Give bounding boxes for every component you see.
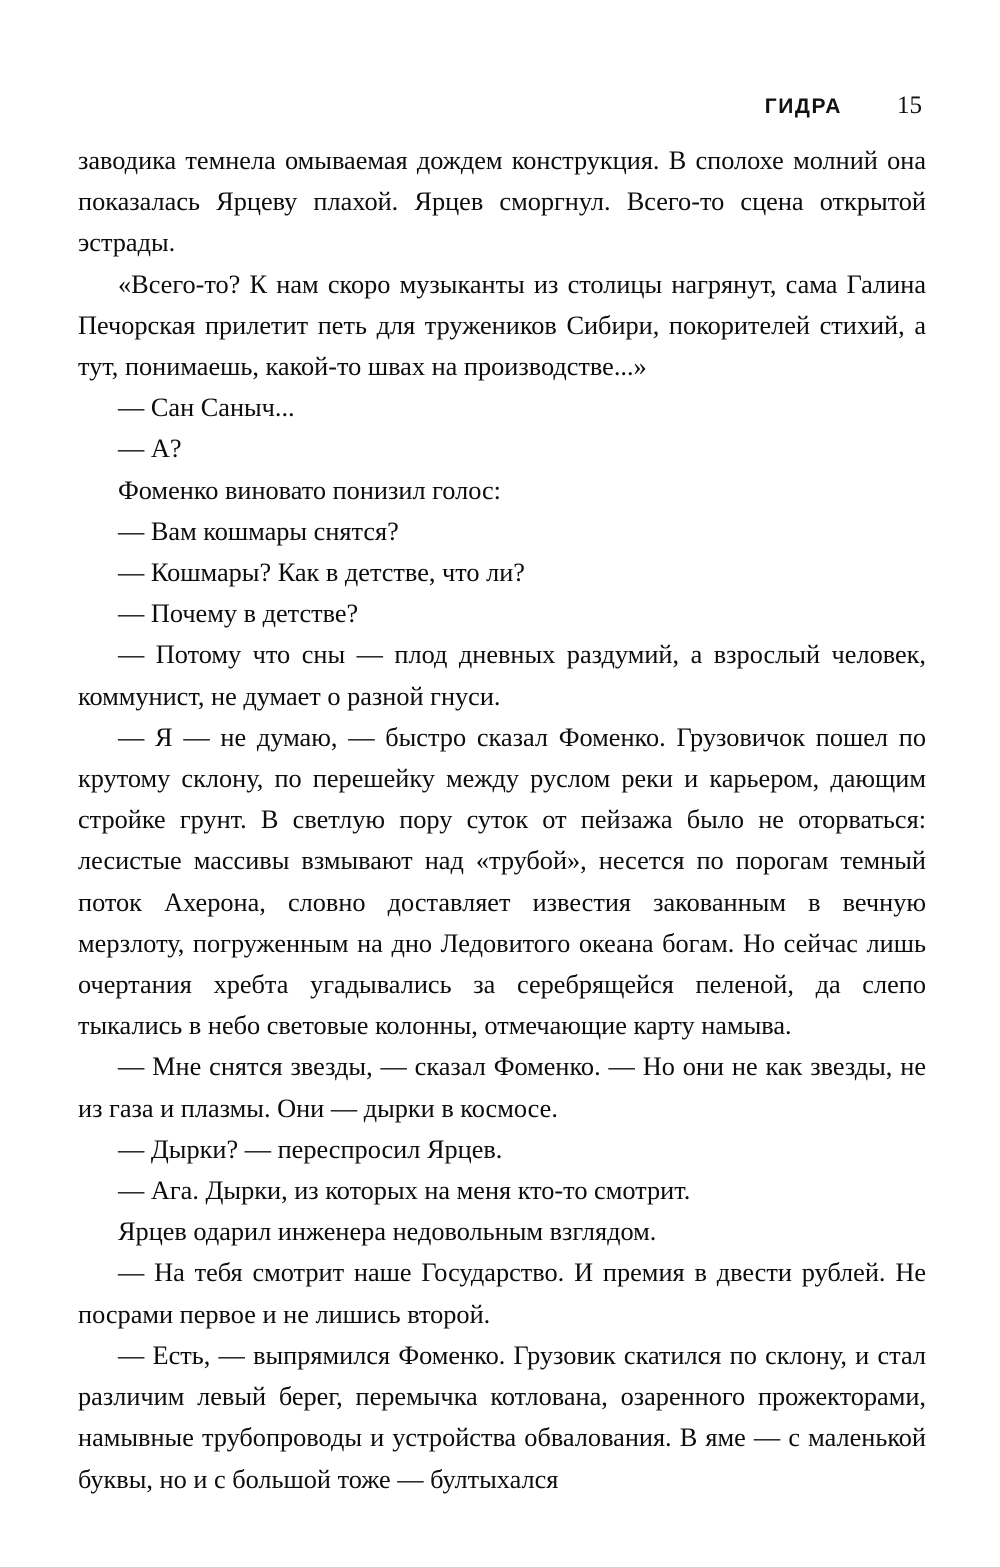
paragraph: — А?	[118, 434, 182, 464]
paragraph: — Ага. Дырки, из которых на меня кто-то смотрит.	[118, 1176, 691, 1206]
paragraph: заводика темнела омываемая дождем конструкция. В сполохе молний она показалась Ярцеву плахой. Ярцев сморгнул. Всего-то сцена открытой эстрады.	[78, 146, 926, 258]
page-number: 15	[897, 92, 922, 119]
paragraph: Фоменко виновато понизил голос:	[118, 475, 501, 505]
body-text	[78, 140, 926, 1500]
running-head	[80, 92, 922, 122]
paragraph: — Есть, — выпрямился Фоменко. Грузовик скатился по склону, и стал различим левый берег, перемычка котлована, озаренного прожекторами, намывные трубопроводы и устройства обвалования. В яме — с маленькой буквы, но и с большой тоже — бултыхался	[78, 1340, 926, 1494]
paragraph: — Кошмары? Как в детстве, что ли?	[118, 558, 525, 588]
paragraph: — Мне снятся звезды, — сказал Фоменко. — Но они не как звезды, не из газа и плазмы. Они — дырки в космосе.	[78, 1052, 926, 1123]
paragraph: Ярцев одарил инженера недовольным взглядом.	[118, 1217, 657, 1247]
paragraph: «Всего-то? К нам скоро музыканты из столицы нагрянут, сама Галина Печорская прилетит петь для тружеников Сибири, покорителей стихий, а тут, понимаешь, какой-то швах на производстве...»	[78, 269, 926, 382]
paragraph: — Почему в детстве?	[118, 599, 359, 629]
paragraph: — Сан Саныч...	[118, 393, 295, 423]
paragraph: — Я — не думаю, — быстро сказал Фоменко. Грузовичок пошел по крутому склону, по перешейку между руслом реки и карьером, дающим стройке грунт. В светлую пору суток от пейзажа было не оторваться: лесистые массивы взмывают над «трубой», несется по порогам темный поток Ахерона, словно доставляет известия закованным в вечную мерзлоту, погруженным на дно Ледовитого океана богам. Но сейчас лишь очертания хребта угадывались за серебрящейся пеленой, да слепо тыкались в небо световые колонны, отмечающие карту намыва.	[78, 722, 926, 1041]
paragraph: — Дырки? — переспросил Ярцев.	[118, 1134, 503, 1164]
paragraph: — Потому что сны — плод дневных раздумий, а взрослый человек, коммунист, не думает о разной гнуси.	[78, 640, 926, 711]
paragraph: — Вам кошмары снятся?	[118, 516, 399, 546]
paragraph: — На тебя смотрит наше Государство. И премия в двести рублей. Не посрами первое и не лишись второй.	[78, 1258, 926, 1329]
chapter-title: ГИДРА	[764, 95, 842, 118]
